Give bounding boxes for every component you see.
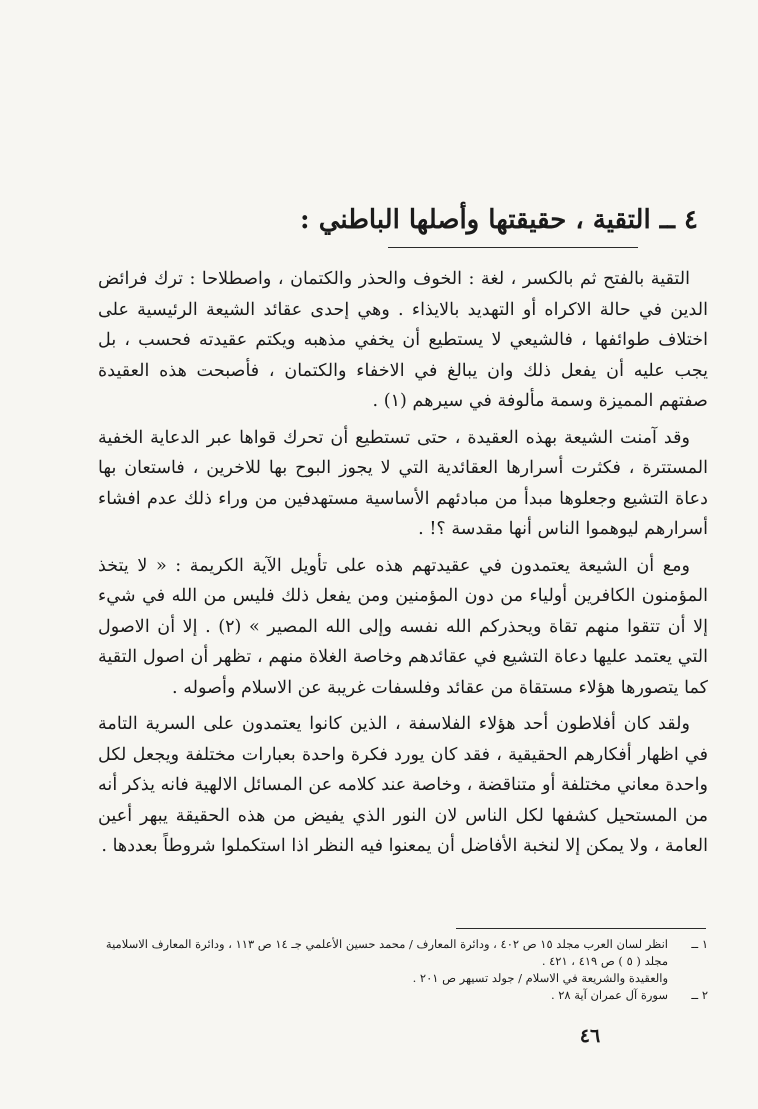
paragraph: التقية بالفتح ثم بالكسر ، لغة : الخوف والحذر والكتمان ، واصطلاحا : ترك فرائض الدين في حالة الاكراه أو التهديد بالايذاء . وهي إحدى عقائد الشيعة الرئيسية على اختلاف طوائفها ، فالشيعي لا يستطيع أن يخفي مذهبه ويكتم عقيدته فحسب ، بل يجب عليه أن يفعل ذلك وان يبالغ في الاخفاء والكتمان ، فأصبحت هذه العقيدة صفتهم المميزة وسمة مألوفة في سيرهم (١) . [98,269,708,411]
footnote-number: ١ ــ [691,937,708,951]
footnote-number: ٢ ــ [691,988,708,1002]
paragraph: وقد آمنت الشيعة بهذه العقيدة ، حتى تستطيع أن تحرك قواها عبر الدعاية الخفية المستترة ، فكثرت أسرارها العقائدية التي لا يجوز البوح بها للاخرين ، فاستعان بها دعاة التشيع وجعلوها مبدأ من مبادئهم الأساسية مستهدفين من وراء ذلك عدم افشاء أسرارهم ليوهموا الناس أنها مقدسة ؟! . [98,427,708,539]
page-number: ٤٦ [579,1025,601,1047]
footnote-text: انظر لسان العرب مجلد ١٥ ص ٤٠٢ ، ودائرة المعارف / محمد حسين الأعلمي جـ ١٤ ص ١١٣ ، ودائرة المعارف الاسلامية مجلد ( ٥ ) ص ٤١٩ ، ٤٢١ . [105,937,668,968]
footnote-text: سورة آل عمران آية ٢٨ . [550,988,668,1002]
section-heading: ٤ ــ التقية ، حقيقتها وأصلها الباطني : [300,205,698,235]
footnote-continuation: والعقيدة والشريعة في الاسلام / جولد تسيهر ص ٢٠١ . [412,971,668,985]
page-body [98,195,708,868]
heading-underline [388,247,638,248]
footnote [100,936,708,970]
footnote [100,987,708,1004]
paragraph: ومع أن الشيعة يعتمدون في عقيدتهم هذه على تأويل الآية الكريمة : « لا يتخذ المؤمنون الكافرين أولياء من دون المؤمنين ومن يفعل ذلك فليس من الله في شيء إلا أن تتقوا منهم تقاة ويحذركم الله نفسه وإلى الله المصير » (٢) . إلا أن الاصول التي يعتمد عليها دعاة التشيع في عقائدهم وخاصة الغلاة منهم ، تظهر أن اصول التقية كما يتصورها هؤلاء مستقاة من عقائد وفلسفات غريبة عن الاسلام وأصوله . [98,555,708,698]
paragraph: ولقد كان أفلاطون أحد هؤلاء الفلاسفة ، الذين كانوا يعتمدون على السرية التامة في اظهار أفكارهم الحقيقية ، فقد كان يورد فكرة واحدة بعبارات مختلفة ويجعل لكل واحدة معاني مختلفة أو متناقضة ، وخاصة عند كلامه عن المسائل الالهية فانه يذكر أنه من المستحيل كشفها لكل الناس لان النور الذي يفيض من هذه الحقيقة يبهر أعين العامة ، ولا يمكن إلا لنخبة الأفاضل أن يمعنوا فيه النظر اذا استكملوا شروطاً بعددها . [98,714,708,856]
footnote-divider [456,928,706,929]
footnotes [100,936,708,1004]
